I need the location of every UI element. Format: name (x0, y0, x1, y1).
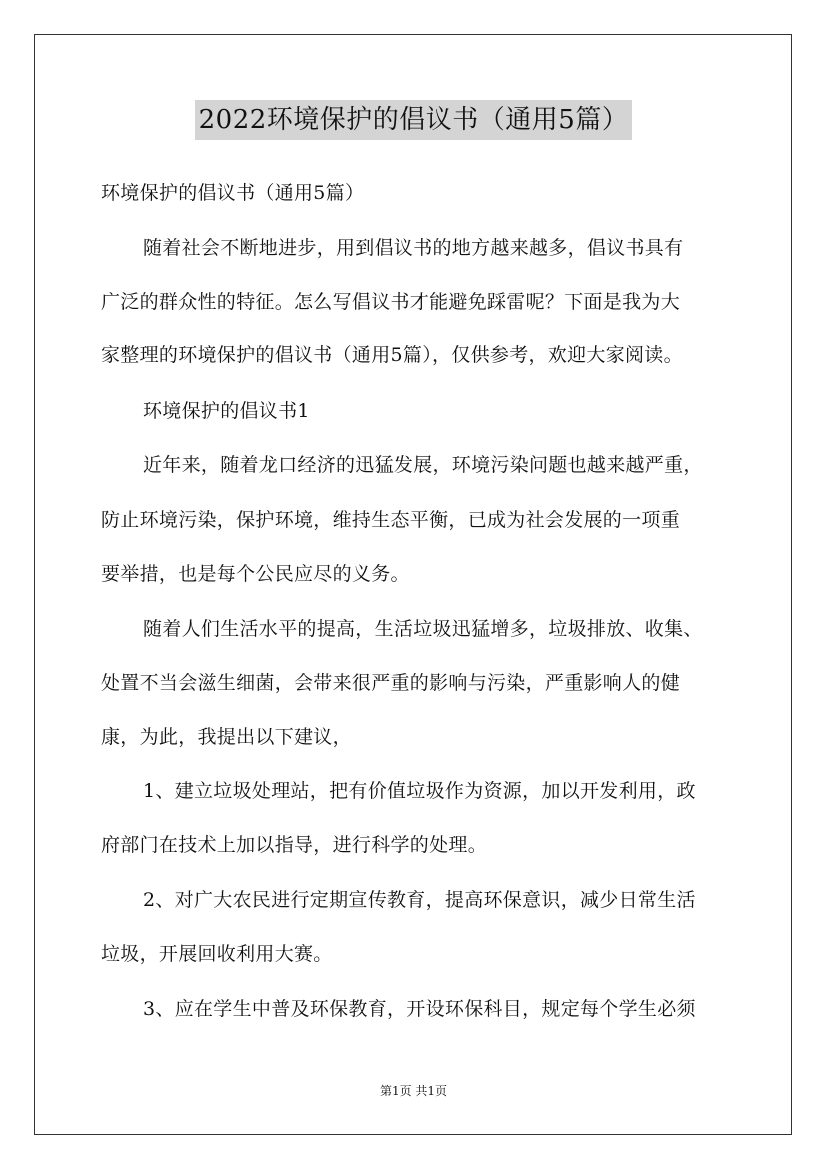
document-title: 2022环境保护的倡议书（通用5篇） (195, 100, 633, 140)
section-heading: 环境保护的倡议书1 (143, 400, 310, 422)
paragraph-line: 随着人们生活水平的提高，生活垃圾迅猛增多，垃圾排放、收集、 (143, 618, 703, 640)
paragraph-line: 康，为此，我提出以下建议， (101, 726, 352, 748)
paragraph-line: 随着社会不断地进步，用到倡议书的地方越来越多，倡议书具有 (143, 237, 684, 259)
list-item-line: 垃圾，开展回收利用大赛。 (101, 943, 333, 965)
paragraph-line: 要举措，也是每个公民应尽的义务。 (101, 563, 410, 585)
list-item-line: 2、对广大农民进行定期宣传教育，提高环保意识，减少日常生活 (143, 889, 696, 911)
list-item-line: 3、应在学生中普及环保教育，开设环保科目，规定每个学生必须 (143, 998, 696, 1020)
paragraph-line: 处置不当会滋生细菌，会带来很严重的影响与污染，严重影响人的健 (101, 672, 681, 694)
paragraph-line: 防止环境污染，保护环境，维持生态平衡，已成为社会发展的一项重 (101, 509, 681, 531)
list-item-line: 1、建立垃圾处理站，把有价值垃圾作为资源，加以开发利用，政 (143, 780, 696, 802)
paragraph-line: 广泛的群众性的特征。怎么写倡议书才能避免踩雷呢？下面是我为大 (101, 291, 681, 313)
title-container (0, 100, 827, 140)
page-footer: 第1页 共1页 (379, 1084, 448, 1098)
paragraph-line: 近年来，随着龙口经济的迅猛发展，环境污染问题也越来越严重， (143, 454, 703, 476)
subtitle-line: 环境保护的倡议书（通用5篇） (101, 182, 365, 204)
paragraph-line: 家整理的环境保护的倡议书（通用5篇），仅供参考，欢迎大家阅读。 (101, 344, 683, 366)
list-item-line: 府部门在技术上加以指导，进行科学的处理。 (101, 834, 488, 856)
